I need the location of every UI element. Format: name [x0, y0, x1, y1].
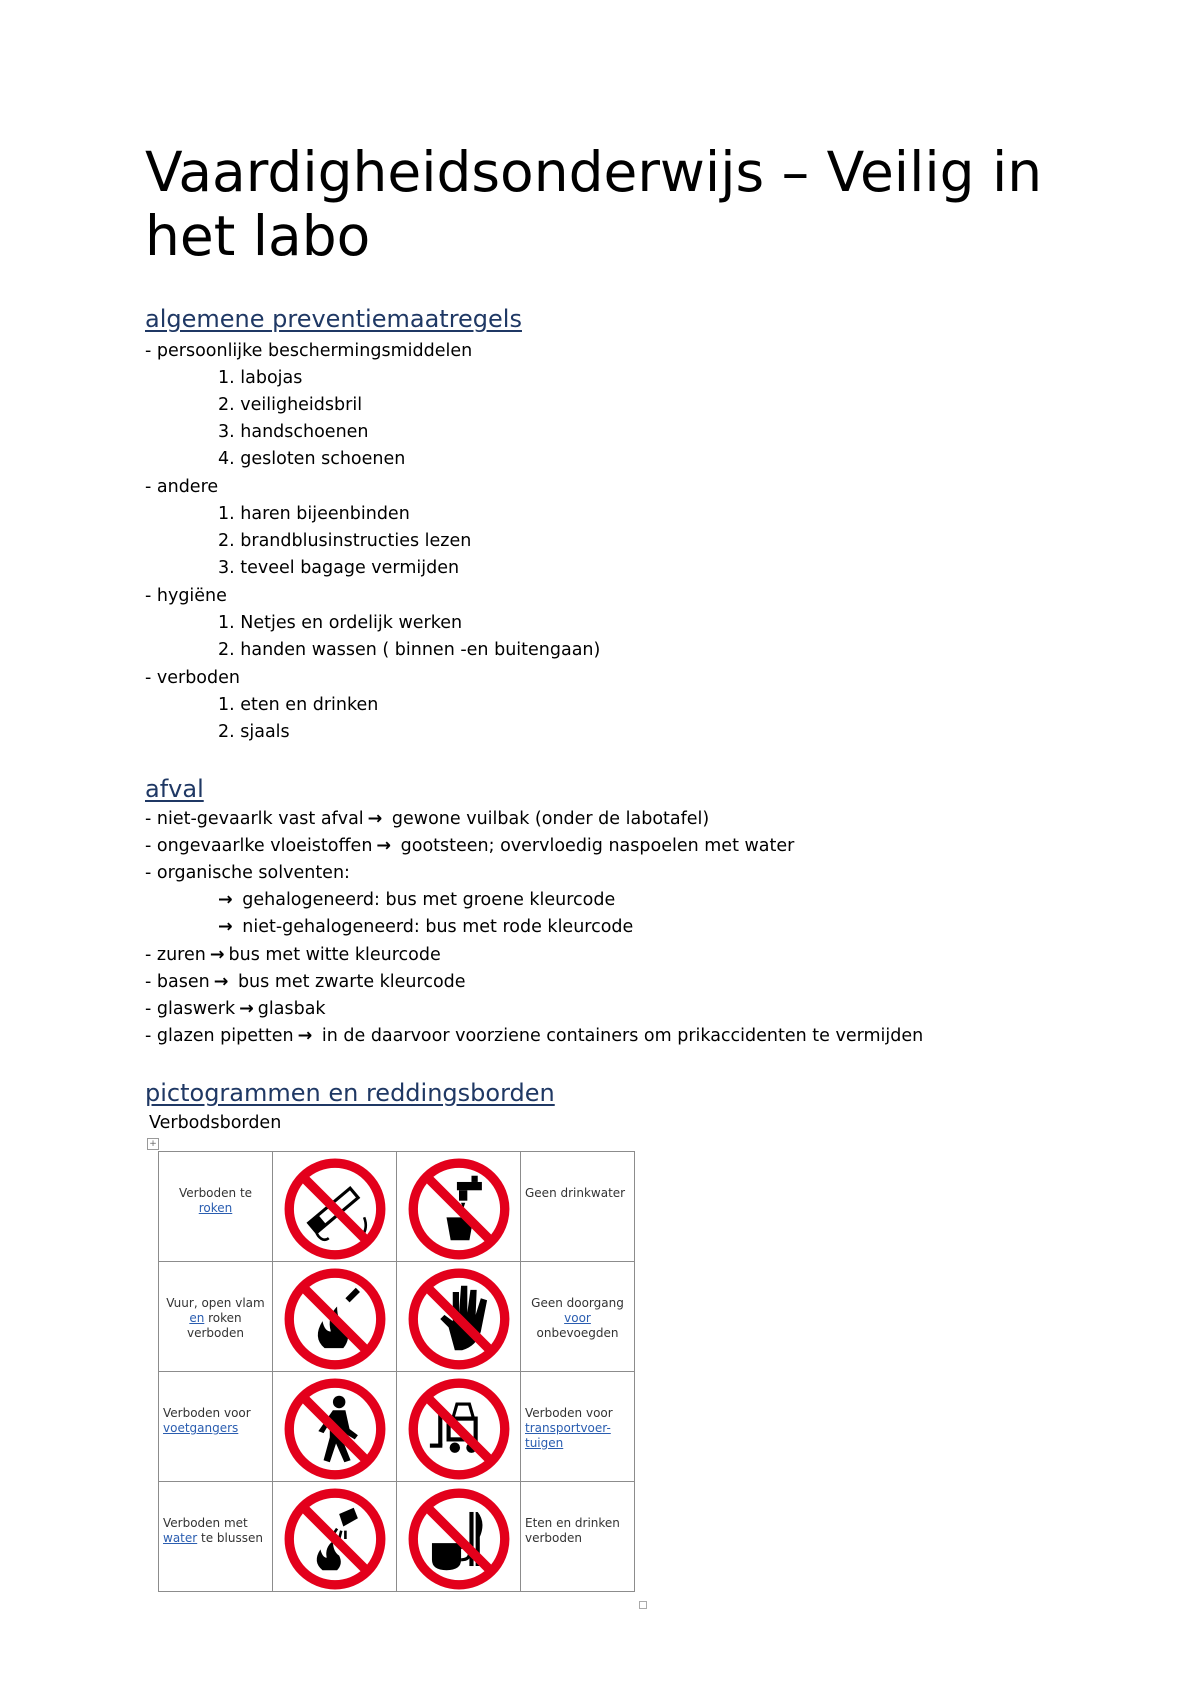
waste-item: - basen [145, 972, 210, 992]
sign-picture-cell [397, 1482, 521, 1592]
no-forklift-sign-icon [407, 1377, 511, 1481]
sign-label: Verboden met [163, 1516, 248, 1530]
group-label: - hygiëne [145, 586, 227, 606]
sign-label: water [163, 1531, 198, 1545]
waste-line [145, 1025, 923, 1047]
sign-label-cell [159, 1152, 273, 1262]
sign-label: te blussen [201, 1531, 263, 1545]
sign-label: roken [198, 1201, 233, 1215]
arrow-right-icon: → [376, 836, 392, 856]
sign-picture-cell [273, 1262, 397, 1372]
sign-label: voetgangers [163, 1421, 239, 1435]
sign-label: Verboden te [178, 1186, 253, 1200]
section-heading-pictogrammen: pictogrammen en reddingsborden [145, 1079, 555, 1107]
sign-label: Geen drinkwater [525, 1186, 626, 1200]
prohibition-signs-table [158, 1151, 635, 1592]
no-water-extinguishing-sign-icon [283, 1487, 387, 1591]
waste-item: - ongevaarlke vloeistoffen [145, 836, 373, 856]
waste-destination: gewone vuilbak (onder de labotafel) [391, 809, 710, 829]
list-item: 3. teveel bagage vermijden [218, 558, 460, 578]
table-move-handle-icon[interactable]: + [147, 1138, 159, 1150]
sign-label-cell [159, 1372, 273, 1482]
sign-label: Verboden voor [525, 1406, 613, 1420]
list-item: 2. brandblusinstructies lezen [218, 531, 472, 551]
arrow-right-icon: → [297, 1026, 313, 1046]
arrow-right-icon: → [209, 945, 225, 965]
list-item: 4. gesloten schoenen [218, 449, 406, 469]
sign-label: tuigen [525, 1436, 564, 1450]
waste-item: - organische solventen: [145, 863, 350, 883]
list-item: 2. veiligheidsbril [218, 395, 363, 415]
sign-label: Verboden voor [163, 1406, 251, 1420]
sign-picture-cell [273, 1152, 397, 1262]
list-item: 1. eten en drinken [218, 695, 379, 715]
sign-label: roken verboden [187, 1311, 244, 1340]
sign-label: transportvoer- [525, 1421, 611, 1435]
sign-label: Vuur, open vlam [166, 1296, 265, 1310]
list-item: 1. labojas [218, 368, 303, 388]
table-row [159, 1152, 635, 1262]
sign-label: onbevoegden [536, 1326, 619, 1340]
waste-destination: niet-gehalogeneerd: bus met rode kleurcode [242, 917, 634, 937]
sign-picture-cell [397, 1262, 521, 1372]
group-label: - verboden [145, 668, 240, 688]
no-pedestrians-sign-icon [283, 1377, 387, 1481]
waste-line [145, 944, 441, 966]
group-label: - persoonlijke beschermingsmiddelen [145, 341, 473, 361]
table-row [159, 1372, 635, 1482]
section-heading-afval: afval [145, 775, 204, 803]
waste-destination: in de daarvoor voorziene containers om prikaccidenten te vermijden [321, 1026, 924, 1046]
waste-item: - glaswerk [145, 999, 236, 1019]
sign-label-cell [521, 1262, 635, 1372]
table-row [159, 1262, 635, 1372]
list-item: 1. Netjes en ordelijk werken [218, 613, 463, 633]
subheading-verbodsborden: Verbodsborden [149, 1113, 282, 1133]
waste-line [145, 808, 709, 830]
waste-line [214, 916, 633, 938]
sign-label: Geen doorgang [531, 1296, 624, 1310]
no-access-sign-icon [407, 1267, 511, 1371]
no-smoking-sign-icon [283, 1157, 387, 1261]
sign-picture-cell [273, 1482, 397, 1592]
waste-line [145, 971, 466, 993]
waste-destination: bus met witte kleurcode [228, 945, 441, 965]
sign-label: verboden [525, 1531, 582, 1545]
waste-destination: bus met zwarte kleurcode [237, 972, 466, 992]
list-item: 2. sjaals [218, 722, 290, 742]
list-item: 1. haren bijeenbinden [218, 504, 410, 524]
sign-label: Eten en drinken [525, 1516, 620, 1530]
no-drinking-water-sign-icon [407, 1157, 511, 1261]
waste-item: - glazen pipetten [145, 1026, 294, 1046]
waste-line [145, 998, 326, 1020]
waste-destination: gootsteen; overvloedig naspoelen met water [400, 836, 795, 856]
sign-picture-cell [397, 1152, 521, 1262]
sign-label-cell [159, 1482, 273, 1592]
section-heading-preventie: algemene preventiemaatregels [145, 305, 522, 333]
list-item: 2. handen wassen ( binnen -en buitengaan) [218, 640, 601, 660]
waste-item: - niet-gevaarlk vast afval [145, 809, 364, 829]
table-row [159, 1482, 635, 1592]
waste-destination: gehalogeneerd: bus met groene kleurcode [242, 890, 616, 910]
sign-label-cell [521, 1482, 635, 1592]
sign-picture-cell [273, 1372, 397, 1482]
sign-label: en [189, 1311, 205, 1325]
waste-line [145, 835, 794, 857]
arrow-right-icon: → [213, 972, 229, 992]
waste-line [145, 862, 350, 884]
arrow-right-icon: → [218, 917, 233, 937]
sign-label-cell [521, 1372, 635, 1482]
sign-label-cell [159, 1262, 273, 1372]
arrow-right-icon: → [367, 809, 383, 829]
arrow-right-icon: → [239, 999, 254, 1019]
list-item: 3. handschoenen [218, 422, 369, 442]
arrow-right-icon: → [218, 890, 233, 910]
group-label: - andere [145, 477, 219, 497]
sign-label-cell [521, 1152, 635, 1262]
waste-destination: glasbak [257, 999, 326, 1019]
waste-item: - zuren [145, 945, 206, 965]
page-title: Vaardigheidsonderwijs – Veilig in het labo [145, 140, 1043, 268]
waste-line [214, 889, 615, 911]
no-open-flame-sign-icon [283, 1267, 387, 1371]
sign-picture-cell [397, 1372, 521, 1482]
table-resize-handle[interactable] [639, 1601, 647, 1609]
sign-label: voor [564, 1311, 591, 1325]
no-eating-drinking-sign-icon [407, 1487, 511, 1591]
